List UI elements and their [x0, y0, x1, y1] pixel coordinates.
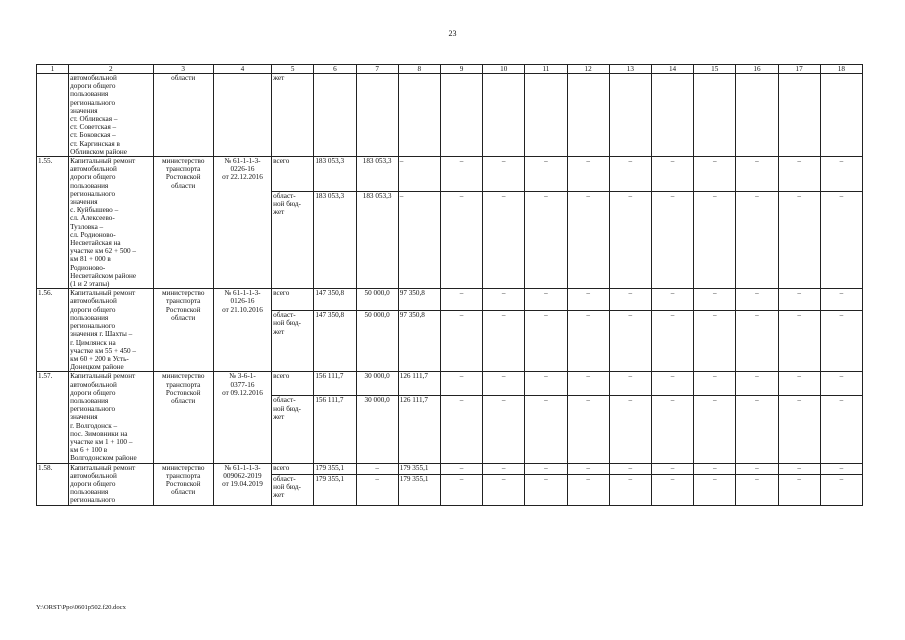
funding-source-cell: всего [272, 157, 314, 192]
value-cell: – [567, 289, 609, 311]
funding-source-cell: област- ной бюд- жет [272, 191, 314, 288]
row-number-cell [37, 74, 69, 157]
value-cell: – [440, 474, 482, 505]
total-value-cell: 183 053,3 [314, 191, 356, 288]
customer-cell: министерство транспорта Ростовской области [153, 372, 213, 463]
value-cell: – [525, 372, 567, 396]
value-cell: – [736, 396, 778, 463]
value-cell: – [525, 289, 567, 311]
total-value-cell: 156 111,7 [314, 372, 356, 396]
value-cell: – [820, 463, 862, 474]
value-cell: – [440, 289, 482, 311]
column-number-cell: 5 [272, 65, 314, 74]
column-number-cell: 16 [736, 65, 778, 74]
value-cell: – [651, 289, 693, 311]
value-cell: – [567, 311, 609, 372]
total-value-cell: 147 350,8 [314, 289, 356, 311]
column-number-cell: 4 [213, 65, 271, 74]
value-cell: – [694, 311, 736, 372]
value-cell: – [609, 463, 651, 474]
funding-source-cell: област- ной бюд- жет [272, 311, 314, 372]
value-cell: – [609, 396, 651, 463]
value-cell: – [651, 463, 693, 474]
value-col7-cell: 50 000,0 [356, 311, 398, 372]
value-cell: – [567, 463, 609, 474]
value-cell: – [525, 463, 567, 474]
column-number-cell: 17 [778, 65, 820, 74]
value-cell: – [694, 372, 736, 396]
table-row [37, 463, 863, 474]
value-cell: – [483, 289, 525, 311]
value-cell: – [525, 157, 567, 192]
column-number-cell: 11 [525, 65, 567, 74]
value-col7-cell: – [356, 463, 398, 474]
table-row [37, 157, 863, 192]
value-cell: – [483, 311, 525, 372]
value-cell: – [440, 157, 482, 192]
value-cell: – [525, 396, 567, 463]
value-cell: – [609, 157, 651, 192]
value-cell: – [820, 157, 862, 192]
value-col7-cell [356, 74, 398, 157]
value-cell: – [820, 191, 862, 288]
value-cell: – [736, 311, 778, 372]
value-cell: – [609, 311, 651, 372]
column-number-cell: 15 [694, 65, 736, 74]
row-number-cell: 1.57. [37, 372, 69, 463]
value-cell: – [440, 463, 482, 474]
row-number-cell: 1.58. [37, 463, 69, 505]
value-col8-cell: 126 111,7 [398, 396, 440, 463]
value-cell: – [483, 157, 525, 192]
value-cell [440, 74, 482, 157]
total-value-cell: 179 355,1 [314, 463, 356, 474]
column-number-cell: 3 [153, 65, 213, 74]
document-cell: № 61-1-1-3- 0226-16 от 22.12.2016 [213, 157, 271, 289]
row-number-cell: 1.56. [37, 289, 69, 372]
value-cell: – [736, 463, 778, 474]
table-row [37, 372, 863, 396]
column-number-cell: 18 [820, 65, 862, 74]
value-cell: – [651, 372, 693, 396]
value-cell: – [440, 396, 482, 463]
value-cell: – [483, 191, 525, 288]
value-cell [694, 74, 736, 157]
value-cell: – [483, 396, 525, 463]
table-row [37, 289, 863, 311]
column-number-cell: 1 [37, 65, 69, 74]
value-cell [525, 74, 567, 157]
file-path-footer: Y:\ORST\Ppo\0601p502.f20.docx [36, 604, 126, 611]
customer-cell: министерство транспорта Ростовской области [153, 463, 213, 505]
column-number-cell: 2 [69, 65, 153, 74]
value-cell: – [736, 191, 778, 288]
value-cell: – [778, 157, 820, 192]
value-cell: – [694, 463, 736, 474]
column-number-cell: 14 [651, 65, 693, 74]
funding-source-cell: област- ной бюд- жет [272, 396, 314, 463]
funding-source-cell: всего [272, 372, 314, 396]
value-col8-cell: – [398, 157, 440, 192]
value-cell: – [736, 372, 778, 396]
value-cell [820, 74, 862, 157]
value-cell: – [567, 474, 609, 505]
value-cell: – [567, 372, 609, 396]
value-cell: – [440, 372, 482, 396]
document-cell [213, 74, 271, 157]
value-col8-cell: 126 111,7 [398, 372, 440, 396]
value-cell: – [694, 157, 736, 192]
value-cell: – [609, 372, 651, 396]
value-cell [609, 74, 651, 157]
value-cell [483, 74, 525, 157]
value-col7-cell: – [356, 474, 398, 505]
customer-cell: министерство транспорта Ростовской области [153, 289, 213, 372]
column-number-cell: 6 [314, 65, 356, 74]
value-cell: – [778, 463, 820, 474]
object-name-cell: Капитальный ремонт автомобильной дороги общего пользования регионального значения г. Волгодонск – пос. Зимовники на участке км 1 + 100 – км 6 + 100 в Волгодонском районе [69, 372, 153, 463]
value-cell: – [567, 396, 609, 463]
value-cell: – [609, 289, 651, 311]
value-col8-cell: 97 350,8 [398, 289, 440, 311]
value-cell: – [609, 191, 651, 288]
value-cell: – [778, 372, 820, 396]
value-cell: – [694, 191, 736, 288]
value-cell: – [694, 396, 736, 463]
value-cell [567, 74, 609, 157]
investment-table [36, 64, 863, 506]
value-col8-cell: 97 350,8 [398, 311, 440, 372]
value-col8-cell [398, 74, 440, 157]
column-number-cell: 8 [398, 65, 440, 74]
value-cell [778, 74, 820, 157]
table-row [37, 74, 863, 157]
value-cell: – [440, 191, 482, 288]
column-number-cell: 10 [483, 65, 525, 74]
value-col7-cell: 183 053,3 [356, 157, 398, 192]
object-name-cell: Капитальный ремонт автомобильной дороги общего пользования регионального значения г. Шахты – г. Цимлянск на участке км 55 + 450 – км 60 + 200 в Усть- Донецком районе [69, 289, 153, 372]
value-cell: – [778, 396, 820, 463]
value-cell: – [820, 474, 862, 505]
value-cell: – [736, 289, 778, 311]
value-cell: – [567, 191, 609, 288]
value-cell: – [820, 372, 862, 396]
object-name-cell: Капитальный ремонт автомобильной дороги общего пользования регионального [69, 463, 153, 505]
funding-source-cell: жет [272, 74, 314, 157]
value-cell: – [651, 474, 693, 505]
document-cell: № 3-6-1- 0377-16 от 09.12.2016 [213, 372, 271, 463]
total-value-cell: 147 350,8 [314, 311, 356, 372]
value-cell: – [778, 311, 820, 372]
value-cell: – [440, 311, 482, 372]
customer-cell: области [153, 74, 213, 157]
value-cell: – [820, 396, 862, 463]
customer-cell: министерство транспорта Ростовской области [153, 157, 213, 289]
total-value-cell [314, 74, 356, 157]
column-number-cell: 7 [356, 65, 398, 74]
value-cell: – [651, 191, 693, 288]
column-number-cell: 9 [440, 65, 482, 74]
value-cell: – [651, 157, 693, 192]
value-col7-cell: 50 000,0 [356, 289, 398, 311]
value-cell: – [483, 372, 525, 396]
funding-source-cell: област- ной бюд- жет [272, 474, 314, 505]
value-cell: – [820, 311, 862, 372]
value-cell [651, 74, 693, 157]
row-number-cell: 1.55. [37, 157, 69, 289]
object-name-cell: Капитальный ремонт автомобильной дороги общего пользования регионального значения с. Куйбышево – сл. Алексеево- Тузловка – сл. Родионово- Несветайская на участке км 62 + 500 – км 81 + 000 в Родионово- Несветайском районе (1 и 2 этапы) [69, 157, 153, 289]
document-cell: № 61-1-1-3- 0126-16 от 21.10.2016 [213, 289, 271, 372]
value-cell: – [483, 463, 525, 474]
value-cell: – [778, 289, 820, 311]
object-name-cell: автомобильной дороги общего пользования регионального значения ст. Обливская – ст. Советская – ст. Боковская – ст. Каргинская в Обливском районе [69, 74, 153, 157]
value-cell: – [651, 396, 693, 463]
page-number: 23 [448, 29, 457, 38]
value-cell: – [778, 191, 820, 288]
value-cell: – [651, 311, 693, 372]
funding-source-cell: всего [272, 289, 314, 311]
value-col8-cell: 179 355,1 [398, 463, 440, 474]
value-cell: – [525, 474, 567, 505]
column-number-cell: 13 [609, 65, 651, 74]
total-value-cell: 183 053,3 [314, 157, 356, 192]
value-col7-cell: 30 000,0 [356, 396, 398, 463]
value-cell: – [525, 311, 567, 372]
value-cell: – [778, 474, 820, 505]
value-cell: – [609, 474, 651, 505]
value-cell: – [525, 191, 567, 288]
value-col7-cell: 183 053,3 [356, 191, 398, 288]
value-cell: – [736, 157, 778, 192]
value-cell: – [483, 474, 525, 505]
total-value-cell: 156 111,7 [314, 396, 356, 463]
value-col8-cell: 179 355,1 [398, 474, 440, 505]
value-cell: – [736, 474, 778, 505]
document-cell: № 61-1-1-3- 009062-2019 от 19.04.2019 [213, 463, 271, 505]
funding-source-cell: всего [272, 463, 314, 474]
value-cell: – [567, 157, 609, 192]
total-value-cell: 179 355,1 [314, 474, 356, 505]
value-cell: – [694, 289, 736, 311]
value-cell: – [694, 474, 736, 505]
value-col7-cell: 30 000,0 [356, 372, 398, 396]
value-cell: – [820, 289, 862, 311]
column-number-cell: 12 [567, 65, 609, 74]
value-col8-cell: – [398, 191, 440, 288]
value-cell [736, 74, 778, 157]
column-number-row [37, 65, 863, 74]
